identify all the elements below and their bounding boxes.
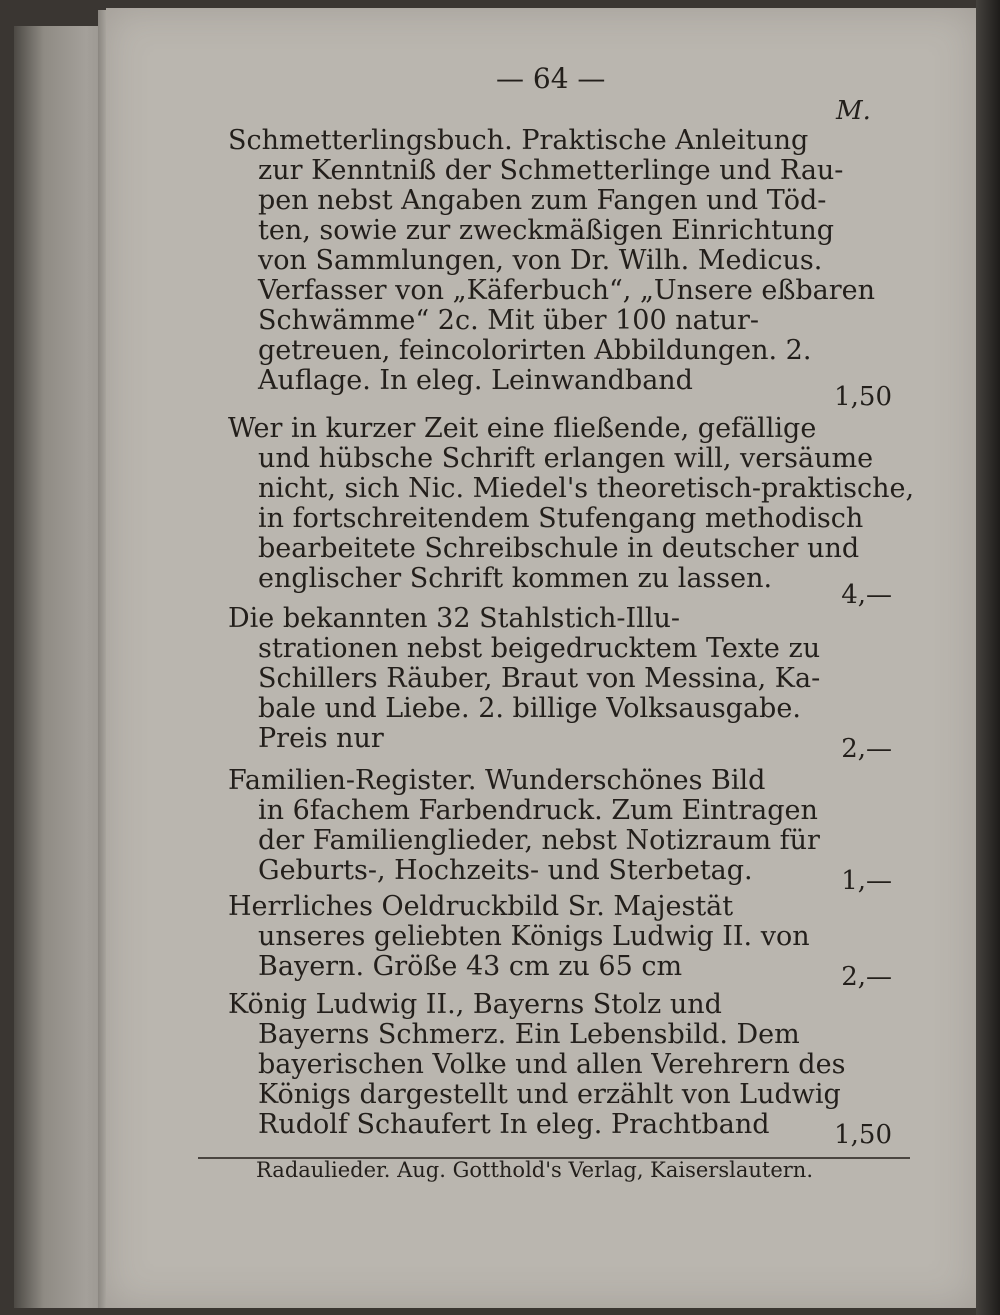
- entry-line: strationen nebst beigedrucktem Texte zu: [258, 633, 821, 664]
- entry-line: Verfasser von „Käferbuch“, „Unsere eßbaren: [258, 275, 876, 306]
- entry-line: Rudolf Schaufert In eleg. Prachtband: [258, 1109, 770, 1140]
- entry-line: Schmetterlingsbuch. Praktische Anleitung: [228, 125, 809, 156]
- entry-line: Preis nur: [258, 723, 384, 754]
- entry-price: 2,—: [841, 734, 892, 764]
- entry-line: ten, sowie zur zweckmäßigen Einrichtung: [258, 215, 835, 246]
- entry-line: Herrliches Oeldruckbild Sr. Majestät: [228, 891, 734, 922]
- entry-line: von Sammlungen, von Dr. Wilh. Medicus.: [258, 245, 823, 276]
- entry-line: Bayern. Größe 43 cm zu 65 cm: [258, 951, 683, 982]
- entry-line: bayerischen Volke und allen Verehrern des: [258, 1049, 846, 1080]
- entry-line: Bayerns Schmerz. Ein Lebensbild. Dem: [258, 1019, 800, 1050]
- entry-price: 1,50: [834, 382, 892, 412]
- entry-line: König Ludwig II., Bayerns Stolz und: [228, 989, 722, 1020]
- entry-line: in fortschreitendem Stufengang methodisch: [258, 503, 864, 534]
- entry-line: Königs dargestellt und erzählt von Ludwig: [258, 1079, 841, 1110]
- entry-line: Familien-Register. Wunderschönes Bild: [228, 765, 766, 796]
- entry-line: englischer Schrift kommen zu lassen.: [258, 563, 773, 594]
- entry-line: Die bekannten 32 Stahlstich-Illu-: [228, 603, 680, 634]
- entry-line: der Familienglieder, nebst Notizraum für: [258, 825, 820, 856]
- dark-background-edge: [976, 0, 1000, 1315]
- entry-line: bearbeitete Schreibschule in deutscher und: [258, 533, 860, 564]
- entry-line: Auflage. In eleg. Leinwandband: [258, 365, 693, 396]
- entry-line: in 6fachem Farbendruck. Zum Eintragen: [258, 795, 818, 826]
- entry-price: 1,50: [834, 1120, 892, 1150]
- entry-line: pen nebst Angaben zum Fangen und Töd-: [258, 185, 827, 216]
- entry-line: bale und Liebe. 2. billige Volksausgabe.: [258, 693, 801, 724]
- page-footer: Radaulieder. Aug. Gotthold's Verlag, Kaiserslautern.: [256, 1158, 813, 1182]
- page-number: — 64 —: [496, 62, 606, 95]
- entry-line: Wer in kurzer Zeit eine fließende, gefällige: [228, 413, 817, 444]
- entry-line: Schwämme“ 2c. Mit über 100 natur-: [258, 305, 759, 336]
- entry-line: getreuen, feincolorirten Abbildungen. 2.: [258, 335, 812, 366]
- entry-line: Schillers Räuber, Braut von Messina, Ka-: [258, 663, 821, 694]
- entry-line: nicht, sich Nic. Miedel's theoretisch-praktische,: [258, 473, 915, 504]
- entry-price: 1,—: [841, 866, 892, 896]
- entry-line: unseres geliebten Königs Ludwig II. von: [258, 921, 810, 952]
- currency-header: M.: [836, 96, 871, 126]
- entry-line: und hübsche Schrift erlangen will, versäume: [258, 443, 874, 474]
- entry-line: zur Kenntniß der Schmetterlinge und Rau-: [258, 155, 844, 186]
- entry-line: Geburts-, Hochzeits- und Sterbetag.: [258, 855, 753, 886]
- entry-price: 4,—: [841, 580, 892, 610]
- entry-price: 2,—: [841, 962, 892, 992]
